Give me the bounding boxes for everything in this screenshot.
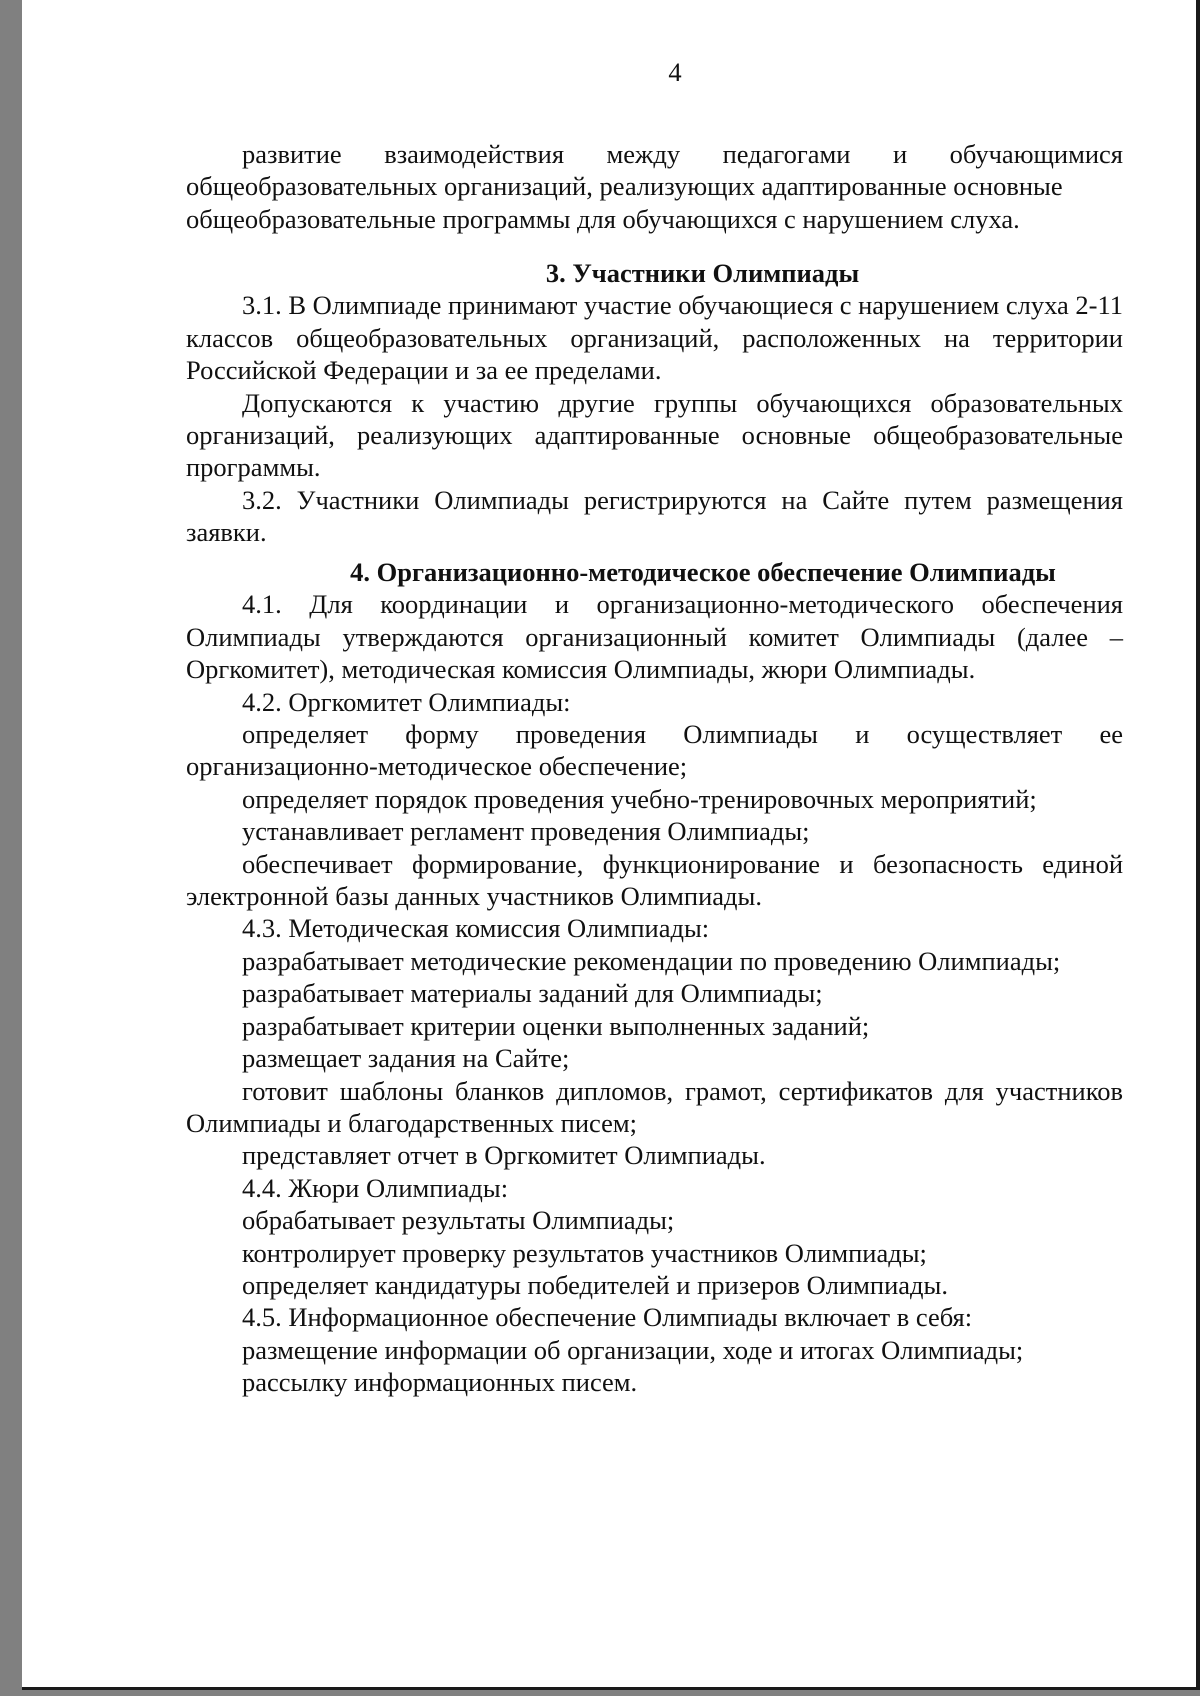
section-4 <box>186 556 1123 1399</box>
document-page <box>22 0 1200 1690</box>
list-item-4-3: размещает задания на Сайте; <box>242 1043 570 1074</box>
scan-edge <box>1196 0 1200 1690</box>
intro-paragraph <box>186 138 1123 235</box>
page-number: 4 <box>668 57 682 87</box>
list-item-4-3: представляет отчет в Оргкомитет Олимпиады. <box>242 1140 766 1171</box>
paragraph-3-2: 3.2. Участники Олимпиады регистрируются на Сайте путем размещения заявки. <box>186 484 1123 548</box>
list-item-4-3: разрабатывает критерии оценки выполненных заданий; <box>242 1010 870 1041</box>
paragraph-3-1-admission: Допускаются к участию другие группы обучающихся образовательных организаций, реализующих адаптированные основные общеобразовательные программы. <box>186 387 1123 483</box>
list-item-4-4: обрабатывает результаты Олимпиады; <box>242 1205 675 1236</box>
list-item-4-4: определяет кандидатуры победителей и призеров Олимпиады. <box>242 1269 948 1300</box>
intro-line-2: общеобразовательных организаций, реализующих адаптированные основные <box>186 171 1063 202</box>
list-item-4-2: устанавливает регламент проведения Олимпиады; <box>242 816 810 847</box>
list-item-4-2: определяет порядок проведения учебно-тренировочных мероприятий; <box>242 783 1037 814</box>
section-4-heading: 4. Организационно-методическое обеспечение Олимпиады <box>350 557 1056 587</box>
list-item-4-3: готовит шаблоны бланков дипломов, грамот, сертификатов для участников Олимпиады и благодарственных писем; <box>186 1075 1123 1138</box>
paragraph-4-2-title: 4.2. Оргкомитет Олимпиады: <box>242 686 571 717</box>
paragraph-4-5-title: 4.5. Информационное обеспечение Олимпиады включает в себя: <box>242 1302 973 1333</box>
paragraph-3-1: 3.1. В Олимпиаде принимают участие обучающиеся с нарушением слуха 2-11 классов общеобразовательных организаций, расположенных на территории Российской Федерации и за ее пределами. <box>186 290 1123 386</box>
list-item-4-5: рассылку информационных писем. <box>242 1367 638 1398</box>
paragraph-4-1: 4.1. Для координации и организационно-методического обеспечения Олимпиады утверждаются организационный комитет Олимпиады (далее – Оргкомитет), методическая комиссия Олимпиады, жюри Олимпиады. <box>186 589 1123 685</box>
list-item-4-2: определяет форму проведения Олимпиады и осуществляет ее организационно-методическое обеспечение; <box>186 719 1123 782</box>
section-3-heading: 3. Участники Олимпиады <box>545 258 860 288</box>
section-3 <box>186 257 1123 549</box>
list-item-4-2: обеспечивает формирование, функционирование и безопасность единой электронной базы данных участников Олимпиады. <box>186 848 1123 912</box>
list-item-4-4: контролирует проверку результатов участников Олимпиады; <box>242 1237 927 1268</box>
intro-line-3: общеобразовательные программы для обучающихся с нарушением слуха. <box>186 203 1020 234</box>
list-item-4-3: разрабатывает материалы заданий для Олимпиады; <box>242 978 823 1009</box>
paragraph-4-4-title: 4.4. Жюри Олимпиады: <box>242 1172 509 1203</box>
paragraph-4-3-title: 4.3. Методическая комиссия Олимпиады: <box>242 913 710 944</box>
list-item-4-5: размещение информации об организации, ходе и итогах Олимпиады; <box>242 1334 1024 1365</box>
intro-line-1: развитие взаимодействия между педагогами и обучающимися <box>242 139 1123 169</box>
list-item-4-3: разрабатывает методические рекомендации по проведению Олимпиады; <box>242 945 1061 976</box>
